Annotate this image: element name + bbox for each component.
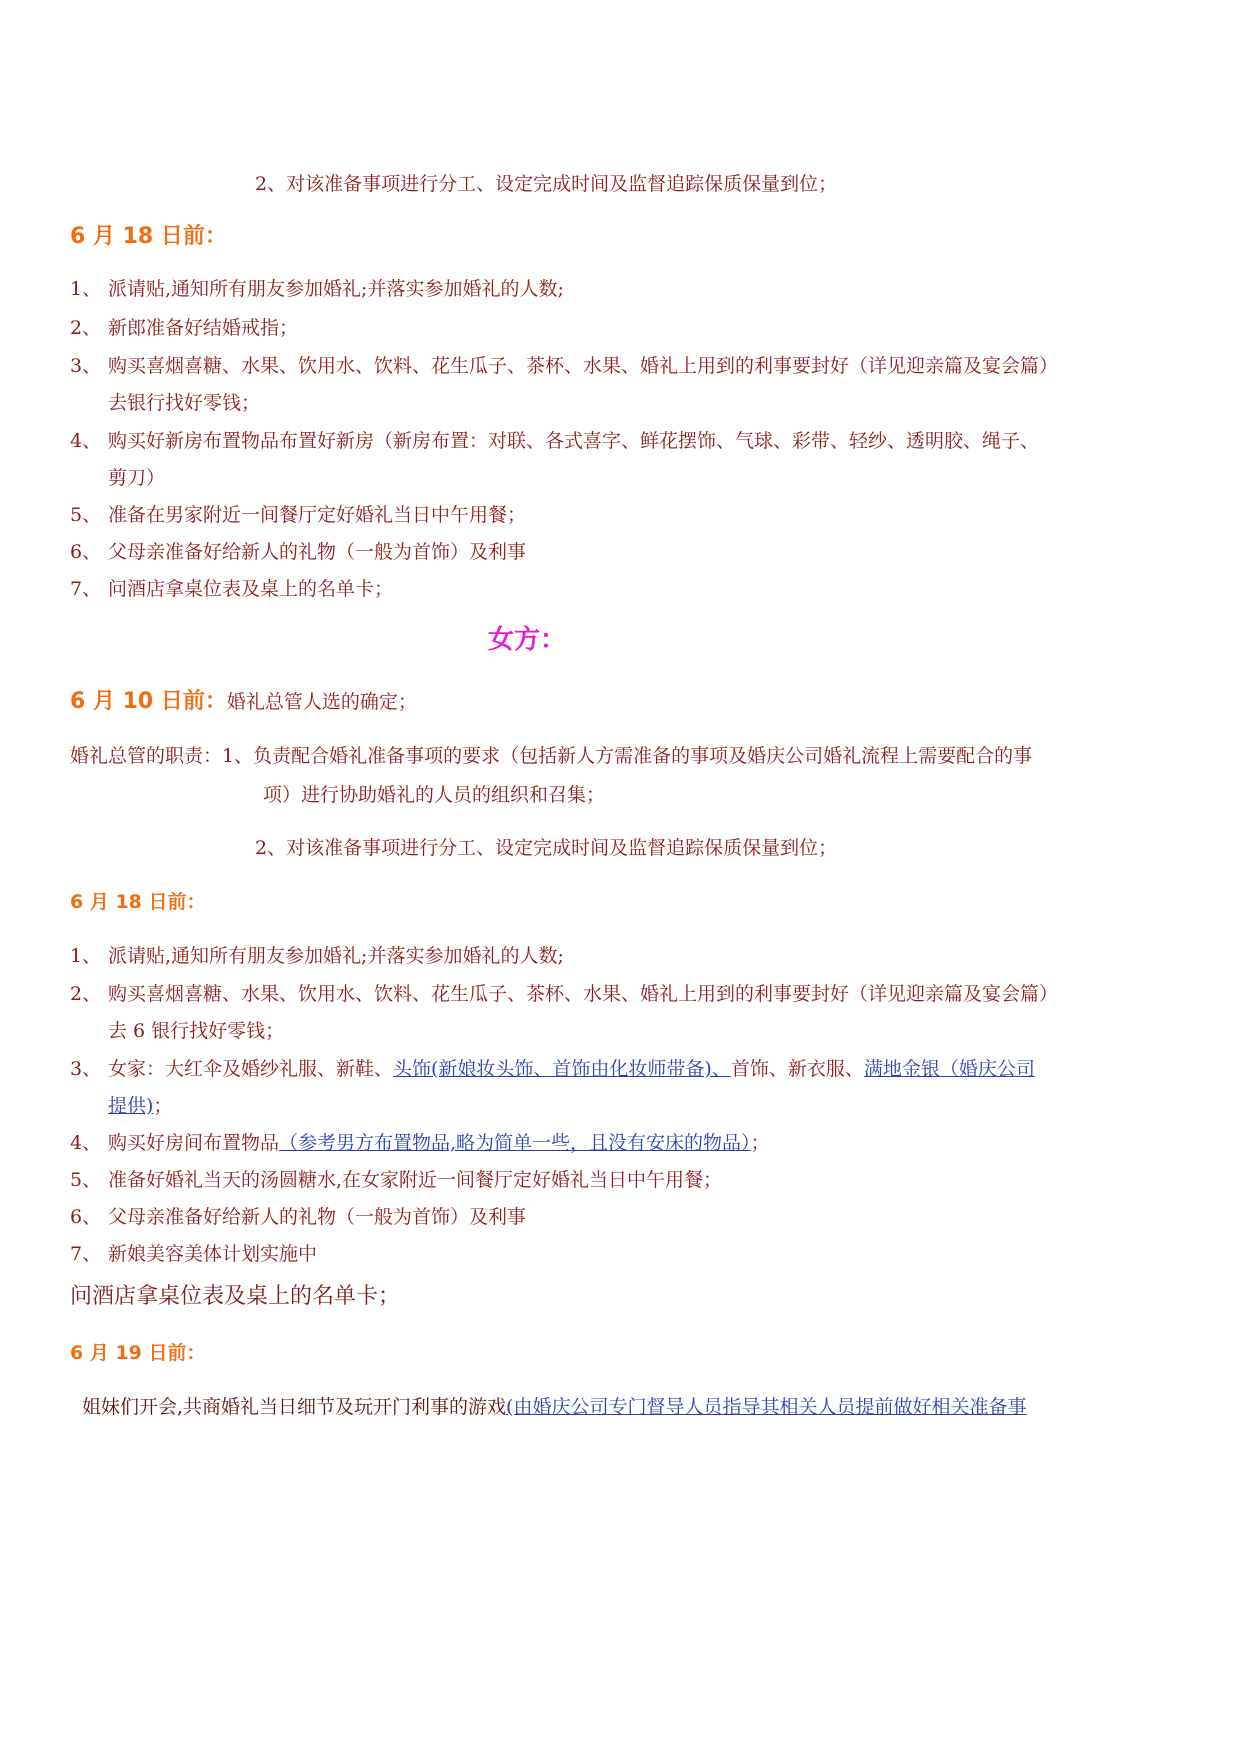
- supervisor-link[interactable]: (由婚庆公司专门督导人员指导其相关人员提前做好相关准备事: [506, 1396, 1027, 1418]
- duty-paragraph-line-2: 项）进行协助婚礼的人员的组织和召集；: [263, 784, 606, 806]
- section-heading-jun19-bride: 6 月 19 日前：: [70, 1342, 206, 1364]
- headwear-link[interactable]: 头饰(新娘妆头饰、首饰由化妆师带备)、: [393, 1058, 731, 1080]
- list-item: [70, 429, 1039, 453]
- list-item-continuation: 去银行找好零钱；: [108, 392, 261, 414]
- duty-paragraph-line-1: 婚礼总管的职责：1、负责配合婚礼准备事项的要求（包括新人方需准备的事项及婚庆公司婚礼流程上需要配合的事: [70, 745, 1033, 767]
- duty-item-2-top: 2、对该准备事项进行分工、设定完成时间及监督追踪保质保量到位；: [255, 173, 838, 195]
- list-item: [70, 944, 564, 968]
- list-text: 问酒店拿桌位表及桌上的名单卡；: [108, 578, 394, 600]
- list-item: [70, 1168, 722, 1192]
- list-item-continuation: [108, 1094, 172, 1118]
- list-item: [70, 982, 1058, 1006]
- gold-silver-link[interactable]: 满地金银（婚庆公司: [863, 1058, 1035, 1080]
- list-item: [70, 577, 393, 601]
- list-text: ；: [750, 1132, 770, 1154]
- list-number: 6、: [70, 541, 102, 563]
- list-number: 1、: [70, 278, 102, 300]
- list-text: 购买喜烟喜糖、水果、饮用水、饮料、花生瓜子、茶杯、水果、婚礼上用到的利事要封好（详见迎亲篇及宴会篇）: [108, 355, 1059, 377]
- list-number: 2、: [70, 317, 102, 339]
- list-text: 新郎准备好结婚戒指；: [108, 317, 299, 339]
- heading-date: 6 月 10 日前：: [70, 689, 227, 714]
- list-number: 7、: [70, 1243, 102, 1265]
- list-number: 4、: [70, 430, 102, 452]
- paragraph-text: 姐妹们开会,共商婚礼当日细节及玩开门利事的游戏: [82, 1396, 507, 1418]
- list-text: 准备在男家附近一间餐厅定好婚礼当日中午用餐；: [108, 504, 527, 526]
- list-text: 准备好婚礼当天的汤圆糖水,在女家附近一间餐厅定好婚礼当日中午用餐；: [108, 1169, 723, 1191]
- list-item: [70, 1057, 1035, 1081]
- list-item-continuation: 剪刀）: [108, 467, 166, 489]
- list-text: ；: [153, 1095, 173, 1117]
- list-text: 购买喜烟喜糖、水果、饮用水、饮料、花生瓜子、茶杯、水果、婚礼上用到的利事要封好（详见迎亲篇及宴会篇）: [108, 983, 1059, 1005]
- list-number: 6、: [70, 1206, 102, 1228]
- bride-section-title: 女方：: [488, 625, 567, 655]
- section-heading-jun18-groom: 6 月 18 日前：: [70, 224, 227, 249]
- list-item: [70, 354, 1058, 378]
- list-number: 3、: [70, 355, 102, 377]
- meeting-paragraph: [82, 1395, 1026, 1419]
- list-item: [70, 277, 564, 301]
- list-item: [70, 1205, 526, 1229]
- list-item: [70, 1242, 317, 1266]
- extra-note: 问酒店拿桌位表及桌上的名单卡；: [70, 1284, 401, 1309]
- list-text: 购买好房间布置物品: [108, 1132, 280, 1154]
- list-text: 派请贴,通知所有朋友参加婚礼;并落实参加婚礼的人数;: [108, 278, 564, 300]
- list-text: 首饰、新衣服、: [730, 1058, 864, 1080]
- list-number: 7、: [70, 578, 102, 600]
- duty-item-2: 2、对该准备事项进行分工、设定完成时间及监督追踪保质保量到位；: [255, 837, 838, 859]
- list-number: 3、: [70, 1058, 102, 1080]
- list-item: [70, 316, 298, 340]
- list-text: 派请贴,通知所有朋友参加婚礼;并落实参加婚礼的人数;: [108, 945, 564, 967]
- list-number: 5、: [70, 1169, 102, 1191]
- list-number: 2、: [70, 983, 102, 1005]
- list-item: [70, 540, 526, 564]
- heading-tail: 婚礼总管人选的确定；: [226, 691, 417, 713]
- list-item: [70, 1131, 770, 1155]
- list-text: 父母亲准备好给新人的礼物（一般为首饰）及利事: [108, 1206, 527, 1228]
- section-heading-jun18-bride: 6 月 18 日前：: [70, 891, 206, 913]
- provided-link[interactable]: 提供): [108, 1095, 154, 1117]
- list-item-continuation: 去 6 银行找好零钱；: [108, 1020, 285, 1042]
- reference-link[interactable]: （参考男方布置物品,略为简单一些，且没有安床的物品）: [279, 1132, 751, 1154]
- section-heading-jun10-bride: [70, 688, 417, 716]
- list-text: 新娘美容美体计划实施中: [108, 1243, 318, 1265]
- list-item: [70, 503, 526, 527]
- list-text: 购买好新房布置物品布置好新房（新房布置：对联、各式喜字、鲜花摆饰、气球、彩带、轻纱、透明胶、绳子、: [108, 430, 1040, 452]
- list-number: 4、: [70, 1132, 102, 1154]
- list-text: 父母亲准备好给新人的礼物（一般为首饰）及利事: [108, 541, 527, 563]
- list-number: 5、: [70, 504, 102, 526]
- list-number: 1、: [70, 945, 102, 967]
- list-text: 女家：大红伞及婚纱礼服、新鞋、: [108, 1058, 394, 1080]
